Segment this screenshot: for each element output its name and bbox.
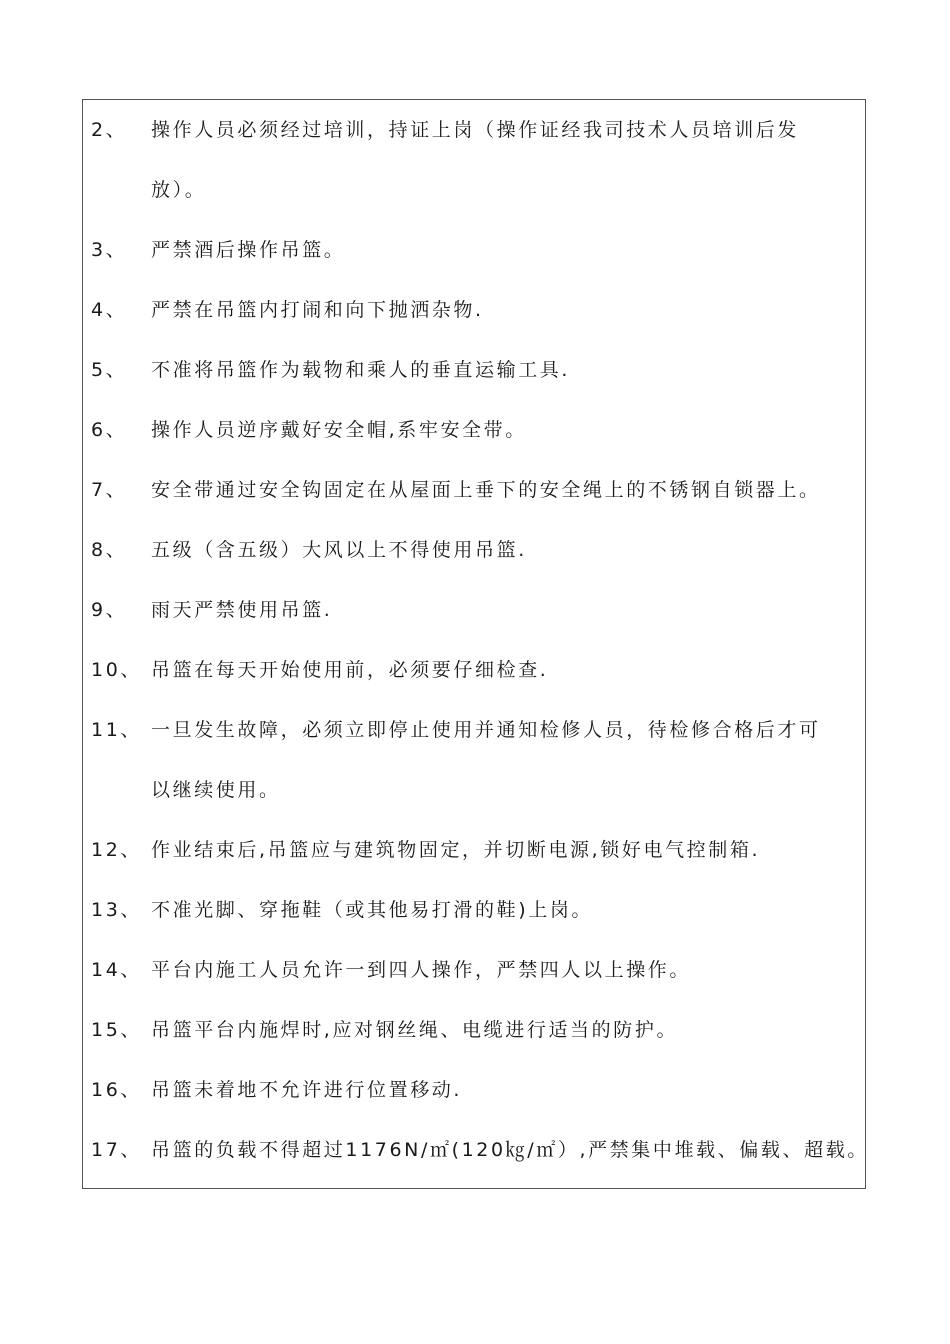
rule-text (151, 700, 861, 820)
rule-text (151, 940, 861, 1000)
rule-text (151, 100, 861, 220)
rule-text (151, 1060, 861, 1120)
rule-text-line: 作业结束后,吊篮应与建筑物固定，并切断电源,锁好电气控制箱. (151, 839, 761, 861)
rule-item (91, 280, 861, 340)
rule-text-line: 以继续使用。 (151, 779, 281, 801)
rule-text-line: 平台内施工人员允许一到四人操作，严禁四人以上操作。 (151, 959, 692, 981)
rule-number: 16、 (91, 1079, 142, 1101)
rule-text-line: 五级（含五级）大风以上不得使用吊篮. (151, 539, 527, 561)
rule-text (151, 1120, 869, 1180)
rule-item (91, 520, 861, 580)
rules-table-cell (82, 99, 869, 1189)
rule-text-line: 严禁酒后操作吊篮。 (151, 239, 346, 261)
rule-text-line: 严禁在吊篮内打闹和向下抛洒杂物. (151, 299, 484, 321)
rule-item (91, 1120, 869, 1180)
rule-item (91, 820, 861, 880)
rule-text (151, 820, 861, 880)
rule-text (151, 340, 861, 400)
rule-text-line: 雨天严禁使用吊篮. (151, 599, 333, 621)
rule-item (91, 700, 861, 820)
rule-text-line: 不准将吊篮作为载物和乘人的垂直运输工具. (151, 359, 571, 381)
rule-text (151, 520, 861, 580)
rule-number: 12、 (91, 839, 142, 861)
rule-number: 3、 (91, 239, 128, 261)
rule-text (151, 640, 861, 700)
rule-item (91, 940, 861, 1000)
rule-item (91, 460, 861, 520)
rule-number: 6、 (91, 419, 128, 441)
rule-text-line: 吊篮未着地不允许进行位置移动. (151, 1079, 463, 1101)
safety-rules-list (91, 100, 869, 1180)
rule-item (91, 400, 861, 460)
rule-text-line: 安全带通过安全钩固定在从屋面上垂下的安全绳上的不锈钢自锁器上。 (151, 479, 821, 501)
rule-item (91, 880, 861, 940)
rule-text (151, 220, 861, 280)
rule-text-line: 操作人员逆序戴好安全帽,系牢安全带。 (151, 419, 527, 441)
rule-text-line: 吊篮平台内施焊时,应对钢丝绳、电缆进行适当的防护。 (151, 1019, 679, 1041)
rule-item (91, 100, 861, 220)
rule-number: 13、 (91, 899, 142, 921)
rule-item (91, 340, 861, 400)
rule-text-line: 操作人员必须经过培训，持证上岗（操作证经我司技术人员培训后发 (151, 119, 800, 141)
rule-text-line: 吊篮的负载不得超过1176N/㎡(120㎏/㎡）,严禁集中堆载、偏载、超载。 (151, 1139, 869, 1161)
rule-text (151, 280, 861, 340)
rule-text (151, 460, 861, 520)
rule-item (91, 580, 861, 640)
rule-item (91, 1060, 861, 1120)
rule-text-line: 一旦发生故障，必须立即停止使用并通知检修人员，待检修合格后才可 (151, 719, 821, 741)
rule-text (151, 580, 861, 640)
rule-item (91, 220, 861, 280)
rule-item (91, 640, 861, 700)
rule-text-line: 吊篮在每天开始使用前，必须要仔细检查. (151, 659, 549, 681)
rule-text-line: 放）。 (151, 179, 207, 201)
rule-number: 15、 (91, 1019, 142, 1041)
rule-number: 4、 (91, 299, 128, 321)
rule-number: 17、 (91, 1139, 142, 1161)
rule-number: 7、 (91, 479, 128, 501)
rule-text (151, 1000, 861, 1060)
rule-text-line: 不准光脚、穿拖鞋（或其他易打滑的鞋)上岗。 (151, 899, 594, 921)
rule-text (151, 400, 861, 460)
rule-number: 9、 (91, 599, 128, 621)
rule-number: 8、 (91, 539, 128, 561)
rule-number: 11、 (91, 719, 142, 741)
rule-text (151, 880, 861, 940)
rule-number: 14、 (91, 959, 142, 981)
rule-number: 5、 (91, 359, 128, 381)
rule-item (91, 1000, 861, 1060)
rule-number: 2、 (91, 119, 128, 141)
rule-number: 10、 (91, 659, 142, 681)
